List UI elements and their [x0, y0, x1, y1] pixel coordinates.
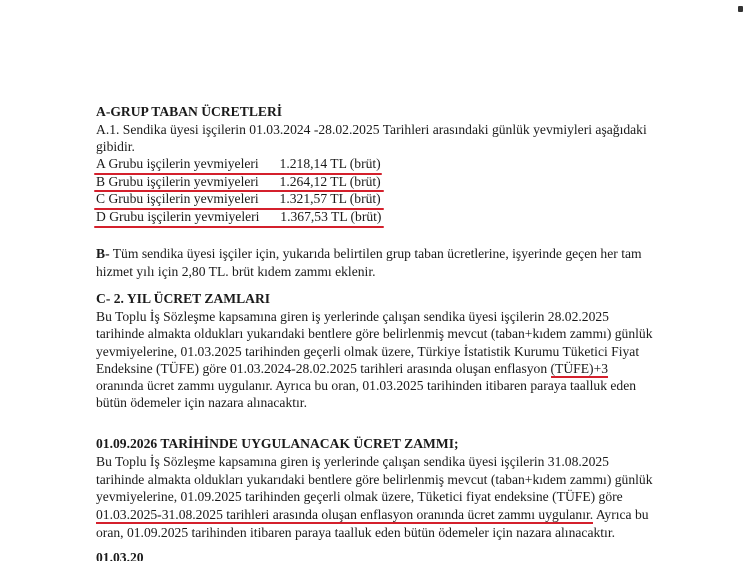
section-c-heading: C- 2. YIL ÜCRET ZAMLARI	[96, 291, 271, 306]
section-a-intro-line-1: A.1. Sendika üyesi işçilerin 01.03.2024 -28.02.2025 Tarihleri arasındaki günlük yevmiyleri aşağıdaki	[96, 122, 647, 137]
wage-row-d	[96, 208, 381, 226]
section-d-line-2: tarihinde almakta oldukları yukarıdaki bentlere göre belirlenmiş mevcut (taban+kıdem zammı) günlük	[96, 472, 653, 487]
section-c-line-2: tarihinde almakta oldukları yukarıdaki bentlere göre belirlenmiş mevcut (taban+kıdem zammı) günlük	[96, 326, 653, 341]
scan-mark	[738, 6, 743, 12]
section-d-line-1: Bu Toplu İş Sözleşme kapsamına giren iş yerlerinde çalışan sendika üyesi işçilerin 31.08.2025	[96, 454, 609, 469]
section-c-line-5: oranında ücret zammı uygulanır. Ayrıca bu oran, 01.03.2025 tarihinden itibaren paraya taalluk eden	[96, 378, 637, 393]
tufe-plus-3-highlight: (TÜFE)+3	[550, 361, 609, 376]
section-d-line-5: oran, 01.09.2025 tarihinden itibaren paraya taalluk eden bütün ödemeler için nazara alınacaktır.	[96, 525, 615, 540]
section-b-line-1	[96, 245, 642, 263]
wage-row-a	[96, 155, 381, 173]
wage-value: 1.218,14 TL (brüt)	[279, 156, 381, 171]
section-c-line-1: Bu Toplu İş Sözleşme kapsamına giren iş yerlerinde çalışan sendika üyesi işçilerin 28.02.2025	[96, 309, 609, 324]
section-b-prefix: B-	[96, 246, 110, 261]
section-c-line-6: bütün ödemeler için nazara alınacaktır.	[96, 395, 307, 410]
section-b-text: Tüm sendika üyesi işçiler için, yukarıda belirtilen grup taban ücretlerine, işyerinde geçen her tam	[109, 246, 642, 261]
wage-row-b	[96, 173, 381, 191]
wage-value: 1.321,57 TL (brüt)	[279, 191, 381, 206]
wage-label: A Grubu işçilerin yevmiyeleri	[96, 156, 259, 171]
section-d-line-4-tail: Ayrıca bu	[593, 507, 649, 522]
wage-value: 1.367,53 TL (brüt)	[280, 209, 382, 224]
wage-value: 1.264,12 TL (brüt)	[279, 174, 381, 189]
red-underline	[94, 226, 384, 228]
wage-row-c	[96, 190, 381, 208]
section-c-line-4-text: Endeksine (TÜFE) göre 01.03.2024-28.02.2025 tarihleri arasında oluşan enflasyon	[96, 361, 551, 376]
section-c-line-3: yevmiyelerine, 01.03.2025 tarihinden geçerli olmak üzere, Türkiye İstatistik Kurumu Tüketici Fiyat	[96, 344, 640, 359]
section-b-line-2: hizmet yılı için 2,80 TL. brüt kıdem zammı eklenir.	[96, 264, 376, 279]
wage-label: C Grubu işçilerin yevmiyeleri	[96, 191, 259, 206]
section-d-line-4	[96, 506, 649, 524]
wage-label: D Grubu işçilerin yevmiyeleri	[96, 209, 260, 224]
section-a-heading: A-GRUP TABAN ÜCRETLERİ	[96, 104, 283, 119]
cut-off-text-fragment: 01.03.20	[96, 552, 144, 561]
section-c-line-4	[96, 360, 608, 378]
section-a-intro-line-2: gibidir.	[96, 139, 135, 154]
section-d-heading: 01.09.2026 TARİHİNDE UYGULANACAK ÜCRET ZAMMI;	[96, 436, 459, 451]
date-range-highlight: 01.03.2025-31.08.2025 tarihleri arasında oluşan enflasyon oranında ücret zammı uygulanır.	[96, 507, 594, 522]
section-d-line-3: yevmiyelerine, 01.09.2025 tarihinden geçerli olmak üzere, Tüketici fiyat endeksine (TÜFE) göre	[96, 489, 623, 504]
wage-label: B Grubu işçilerin yevmiyeleri	[96, 174, 259, 189]
